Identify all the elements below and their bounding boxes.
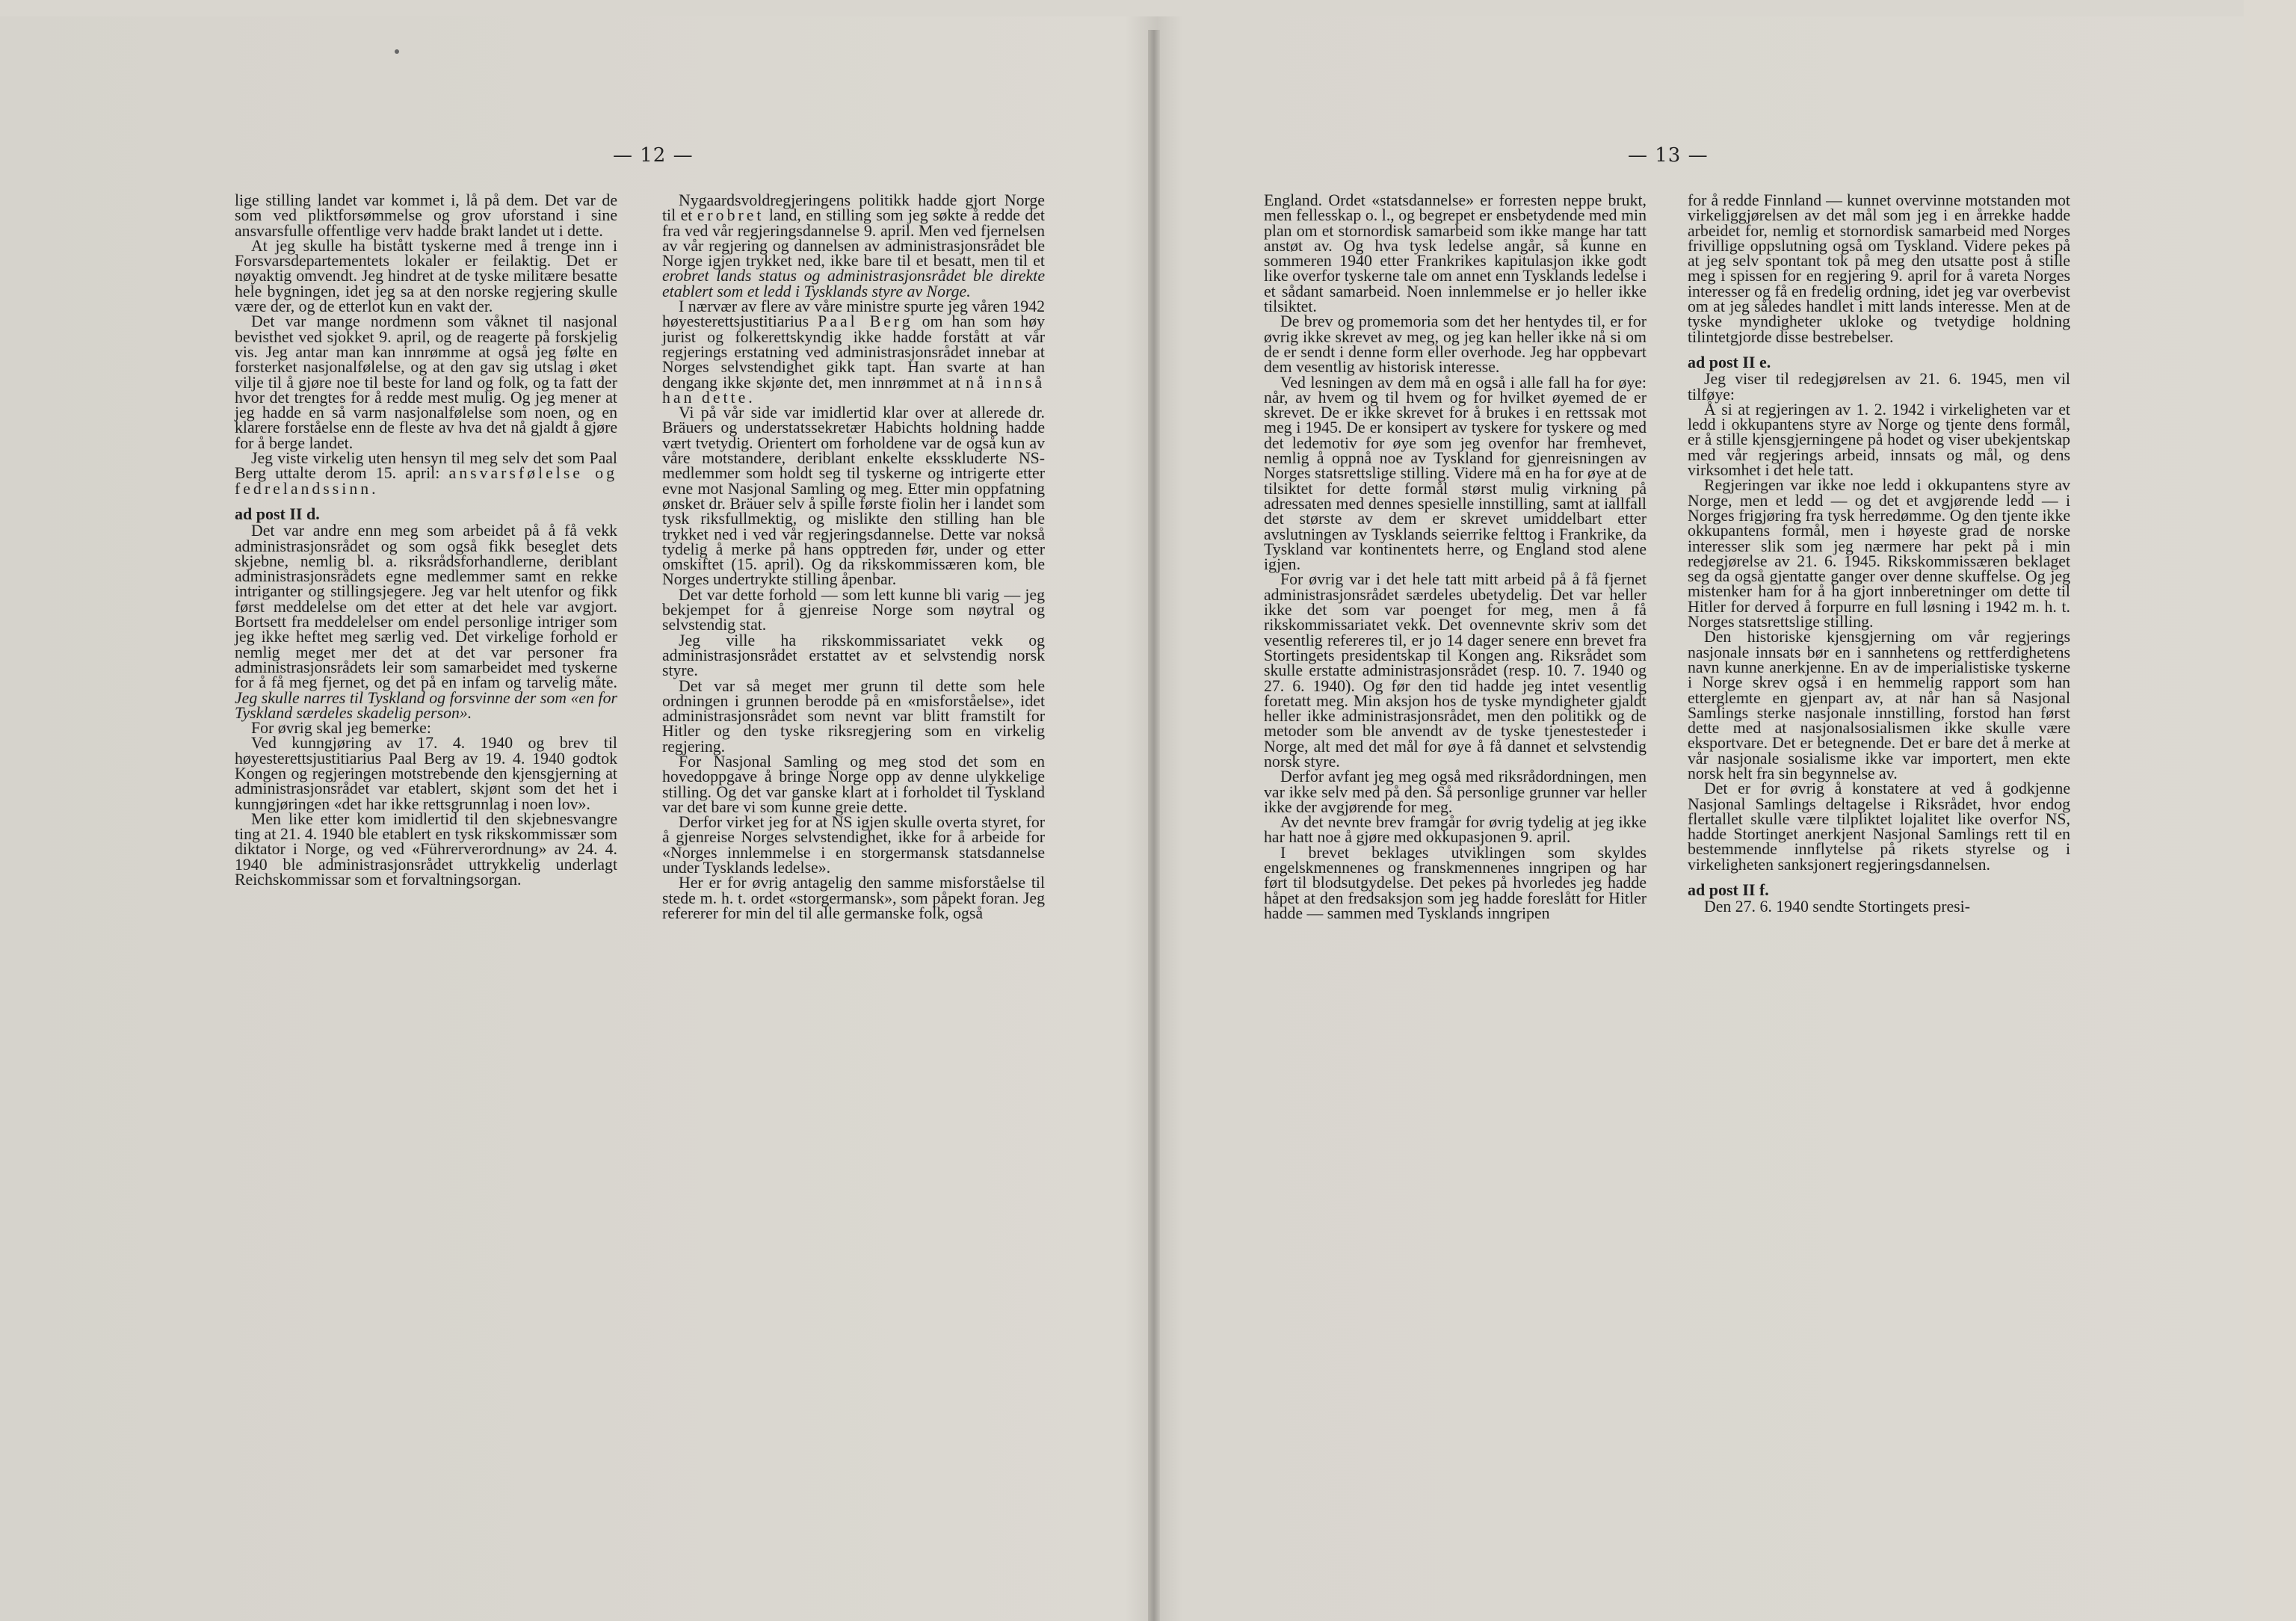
paragraph <box>1688 402 2070 478</box>
column-2 <box>662 193 1045 921</box>
page-number-right: — 13 — <box>1628 144 1709 167</box>
paragraph <box>235 735 617 811</box>
paragraph-text: Jeg viste virkelig uten hensyn til meg selv det som Paal Berg uttalte derom 15. april: <box>235 449 617 483</box>
section-heading: ad post II e. <box>1688 352 1771 371</box>
paragraph-text: I brevet beklages utviklingen som skyldes engelskmennenes og franskmennenes inngripen og har ført til blodsutgydelse. Det pekes på hvorledes jeg hadde håpet at den fredsaksjon som jeg hadde foreslått for Hitler hadde — sammen med Tysklands inngripen <box>1264 843 1647 922</box>
spaced-emphasis: nå innså han dette. <box>662 373 1045 407</box>
paragraph-text: For øvrig var i det hele tatt mitt arbeid på å få fjernet administrasjonsrådet særdeles ubetydelig. Det var heller ikke det som var poenget for meg, men å få rikskommissariatet vekk. Det ovennevnte skriv som det vesentlig refereres til, er jo 14 dager senere enn brevet fra Stortingets presidentskap til Kongen ang. Riksrådet som skulle erstatte administrasjonsrådet (resp. 10. 7. 1940 og 27. 6. 1940). Og før den tid hadde jeg intet vesentlig foretatt meg. Min aksjon hos de tyske myndigheter gjaldt heller ikke administrasjonsrådet, men den politikk og de metoder som ble anvendt av de tyske tjenestesteder i Norge, alt med det mål for øye å få dannet et selvstendig norsk styre. <box>1264 570 1647 771</box>
page-top-edge <box>0 0 2296 16</box>
section-heading: ad post II f. <box>1688 880 1769 900</box>
paragraph-text: Det er for øvrig å konstatere at ved å godkjenne Nasjonal Samlings deltagelse i Riksrådet, hvor endog flertallet skulle være tilpliktet lojalitet like overfor NS, hadde Stortinget anerkjent Nasjonal Samlings rett til en bestemmende innflytelse på rikets styrelse og i virkeligheten sanksjonert regjeringsdannelsen. <box>1688 779 2070 874</box>
paragraph-text: Ved kunngjøring av 17. 4. 1940 og brev til høyesterettsjustitiarius Paal Berg av 19. 4. 1940 godtok Kongen og regjeringen motstrebende den kjensgjerning at administrasjonsrådet var etablert, skjønt som det het i kunngjøringen «det har ikke rettsgrunnlag i noen lov». <box>235 734 617 813</box>
paragraph-text: Vi på vår side var imidlertid klar over at allerede dr. Bräuers og understatssekretær Habichts holdning hadde vært tvetydig. Orientert om forholdene var de også kun av våre motstandere, deriblant enkelte eksskluderte NS-medlemmer som holdt seg til tyskerne og intrigerte etter evne mot Nasjonal Samling og meg. Etter min oppfatning ønsket dr. Bräuer selv å spille første fiolin her i landet som tysk riksfullmektig, og mislikte den stilling han ble trykket ned i ved vår regjeringsdannelse. Dette var nokså tydelig å merke på hans opptreden før, under og etter omskiftet (15. april). Og da rikskommissæren kom, ble Norges undertrykte stilling åpenbar. <box>662 404 1045 589</box>
paragraph-text: Det var andre enn meg som arbeidet på å få vekk administrasjonsrådet og som også fikk beseglet dets skjebne, nemlig bl. a. riksrådsforhandlerne, deriblant administrasjonsrådets egne medlemmer samt en rekke intriganter og stillingsjegere. Jeg var helt utenfor og fikk først meddelelse om det etter at det hele var avgjort. Bortsett fra meddelelser om endel personlige intriger som jeg ikke heftet meg særlig ved. Det virkelige forhold er nemlig meget mer det at det var personer fra administrasjonsrådets leir som samarbeidet med tyskerne for å få meg fjernet, og det på en infam og tarvelig måte. <box>235 522 617 692</box>
column-4 <box>1688 193 2070 915</box>
paragraph <box>1688 193 2070 345</box>
paragraph <box>662 875 1045 921</box>
paragraph <box>662 754 1045 815</box>
paragraph <box>1264 769 1647 815</box>
paragraph-text: lige stilling landet var kommet i, lå på dem. Det var de som ved pliktforsømmelse og grov uforstand i sine ansvarsfulle offentlige verv hadde brakt landet ut i dette. <box>235 191 617 240</box>
spaced-emphasis: ansvarsfølelse og fedrelandssinn. <box>235 464 618 498</box>
spaced-emphasis: Paal Berg <box>818 312 913 331</box>
paragraph <box>235 314 617 451</box>
italic-emphasis: Jeg skulle narres til Tyskland og forsvinne der som «en for Tyskland særdeles skadelig person». <box>235 688 617 722</box>
paragraph <box>235 451 617 496</box>
paragraph <box>662 815 1045 875</box>
paragraph-text: for å redde Finnland — kunnet overvinne motstanden mot virkeliggjørelsen av det mål som jeg i en årrekke hadde arbeidet for, nemlig et stornordisk samarbeid med Norges frivillige oppslutning også om Tyskland. Videre pekes på at jeg selv spontant tok på meg den utsatte post å stille meg i spissen for en regjering 9. april for å vareta Norges interesser og få en fredelig ordning, idet jeg var overbevist om at jeg således handlet i mitt lands interesse. Men at de tyske myndigheter ukloke og tvetydige holdning tilintetgjorde disse bestrebelser. <box>1688 191 2070 346</box>
paragraph <box>662 633 1045 679</box>
book-gutter <box>1148 30 1160 1621</box>
paragraph <box>1264 375 1647 572</box>
paragraph-text: Men like etter kom imidlertid til den skjebnesvangre ting at 21. 4. 1940 ble etablert en tysk rikskommissær som diktator i Norge, og ved «Führerverordnung» av 24. 4. 1940 ble administrasjonsrådet uttrykkelig underlagt Reichskommissar som et forvaltningsorgan. <box>235 809 617 889</box>
paragraph-text: De brev og promemoria som det her hentydes til, er for øvrig ikke skrevet av meg, og jeg kan heller ikke nå si om de er sendt i denne form eller overhode. Jeg har oppbevart dem vesentlig av historisk interesse. <box>1264 312 1647 377</box>
paragraph <box>1264 572 1647 769</box>
paragraph-text: Den 27. 6. 1940 sendte Stortingets presi- <box>1704 898 1970 916</box>
paragraph-text: Å si at regjeringen av 1. 2. 1942 i virkeligheten var et ledd i okkupantens styre av Norge og tjente dens formål, er å stille kjensgjerningene på hodet og viser ubekjentskap med vår regjerings arbeid, innsats og mål, og dens virksomhet i det hele tatt. <box>1688 400 2070 480</box>
column-3 <box>1264 193 1647 921</box>
paragraph-text: om han som høy jurist og folkerettskyndig ikke hadde forstått at vår regjerings erstatning ved administrasjonsrådet innebar at Norges selvstendighet gikk tapt. Han svarte at han dengang ikke skjønte det, men innrømmet at <box>662 312 1046 392</box>
paragraph <box>1688 781 2070 872</box>
paragraph <box>662 299 1045 405</box>
section-heading: ad post II d. <box>235 504 320 523</box>
paragraph <box>235 193 617 238</box>
paragraph <box>1264 845 1647 921</box>
spaced-emphasis: erobret <box>697 206 765 225</box>
paragraph-text: Ved lesningen av dem må en også i alle fall ha for øye: når, av hvem og til hvem og for hvilket øyemed de er skrevet. De er ikke skrevet for å brukes i en rettssak mot meg i 1945. De er konsipert av tyskere for tyskere og med det ledemotiv for øye som jeg ovenfor har fremhevet, nemlig å oppnå noe av Tyskland for gjenreisningen av Norges statsrettslige stilling. Videre må en ha for øye at de tilsiktet for dette formål størst mulig virkning på adressaten med dennes spesielle innstilling, samt at iallfall det største av dem er skrevet umiddelbart etter avslutningen av Tysklands seierrike felttog i Frankrike, da Tyskland var kontinentets herre, og England stod alene igjen. <box>1264 373 1647 574</box>
paragraph <box>235 719 617 738</box>
paragraph-text: Av det nevnte brev framgår for øvrig tydelig at jeg ikke har hatt noe å gjøre med okkupasjonen 9. april. <box>1264 813 1647 847</box>
paragraph-text: For Nasjonal Samling og meg stod det som en hovedoppgave å bringe Norge opp av denne ulykkelige stilling. Og det var ganske klart at i forholdet til Tyskland var det bare vi som kunne greie dette. <box>662 752 1045 816</box>
paragraph <box>662 193 1045 299</box>
column-1 <box>235 193 617 887</box>
paragraph-text: Nygaardsvoldregjeringens politikk hadde gjort Norge til et <box>662 191 1045 225</box>
paragraph <box>235 809 617 889</box>
paragraph <box>1688 899 2070 914</box>
page-number-left: — 12 — <box>613 144 694 167</box>
paragraph <box>1264 193 1647 314</box>
paragraph <box>662 676 1045 756</box>
paragraph <box>1688 371 2070 402</box>
page-mark <box>395 49 399 54</box>
page-right-edge <box>2244 0 2296 1621</box>
paragraph <box>235 523 617 720</box>
paragraph-text: Her er for øvrig antagelig den samme misforståelse til stede m. h. t. ordet «storgermansk», som påpekt foran. Jeg refererer for min del til alle germanske folk, også <box>662 874 1045 922</box>
paragraph-text: Jeg ville ha rikskommissariatet vekk og administrasjonsrådet erstattet av et selvstendig norsk styre. <box>662 631 1045 680</box>
paragraph-text: land, en stilling som jeg søkte å redde det fra ved vår regjeringsdannelse 9. april. Men ved fjernelsen av vår regjering og dannelsen av administrasjonsrådet ble Norge igjen trykket ned, ikke bare til et besatt, men til et <box>662 206 1045 271</box>
italic-emphasis: erobret lands status og administrasjonsrådet ble direkte etablert som et ledd i Tysklands styre av Norge. <box>662 267 1045 300</box>
paragraph <box>1264 815 1647 845</box>
paragraph-text: England. Ordet «statsdannelse» er forresten neppe brukt, men fellesskap o. l., og begrepet er ensbetydende med min plan om et stornordisk samarbeid som ikke mange har tatt anstøt av. Og hva tysk ledelse angår, så kunne en sommeren 1940 etter Frankrikes kapitulasjon ikke godt like overfor tyskerne tale om annet enn Tysklands ledelse i et sådant samarbeid. Noen innlemmelse er jo heller ikke tilsiktet. <box>1264 191 1647 316</box>
paragraph-text: Derfor avfant jeg meg også med riksrådordningen, men var ikke selv med på den. Så personlige grunner var heller ikke der avgjørende for meg. <box>1264 768 1647 816</box>
paragraph <box>1688 476 2070 632</box>
paragraph <box>662 405 1045 587</box>
paragraph <box>235 238 617 314</box>
paragraph <box>662 587 1045 633</box>
paragraph-text: I nærvær av flere av våre ministre spurte jeg våren 1942 høyesterettsjustitiarius <box>662 297 1045 331</box>
paragraph-text: Den historiske kjensgjerning om vår regjerings nasjonale innsats bør en i sannhetens og rettferdighetens navn kunne anerkjenne. En av de imperialistiske tyskerne i Norge skrev også i en hemmelig rapport som han etterglemte en gjenpart av, at når han så Nasjonal Samlings sterke nasjonale innstilling, forstod han først dette med at nasjonalsosialismen ikke skulle være eksportvare. Det er betegnende. Det er bare det å merke at vår nasjonale sosialisme ikke var importert, men ekte norsk helt fra sin begynnelse av. <box>1688 628 2070 782</box>
paragraph-text: At jeg skulle ha bistått tyskerne med å trenge inn i Forsvarsdepartementets lokaler er feilaktig. Det er nøyaktig omvendt. Jeg hindret at de tyske militære besatte hele bygningen, idet jeg sa at den norske regjering skulle være der, og de etterlot kun en vakt der. <box>235 236 617 316</box>
paragraph <box>1688 629 2070 781</box>
paragraph-text: Det var så meget mer grunn til dette som hele ordningen i grunnen berodde på en «misforståelse», idet administrasjonsrådet som nevnt var blitt framstilt for Hitler og den tyske riksregjering som en virkelig regjering. <box>662 676 1045 756</box>
paragraph-text: Det var dette forhold — som lett kunne bli varig — jeg bekjempet for å gjenreise Norge som nøytral og selvstendig stat. <box>662 585 1045 634</box>
paragraph-text: Derfor virket jeg for at NS igjen skulle overta styret, for å gjenreise Norges selvstendighet, ikke for å arbeide for «Norges innlemmelse i en storgermansk statsdannelse under Tysklands ledelse». <box>662 813 1045 877</box>
paragraph <box>1264 312 1647 377</box>
paragraph-text: Regjeringen var ikke noe ledd i okkupantens styre av Norge, men et ledd — og det et avgjørende ledd — i Norges frigjøring fra tysk herredømme. Og den tjente ikke okkupantens formål, men i høyeste grad de norske interesser slik som jeg nærmere har pekt på i min redegjørelse av 21. 6. 1945. Rikskommissæren beklaget seg da også gjentatte ganger over denne skuffelse. Og jeg mistenker ham for å ha gjort innberetninger om dette til Hitler for derved å forpurre en full løsning i 1942 m. h. t. Norges statsrettslige stilling. <box>1688 476 2070 632</box>
paragraph-text: For øvrig skal jeg bemerke: <box>251 719 431 738</box>
paragraph-text: Jeg viser til redegjørelsen av 21. 6. 1945, men vil tilføye: <box>1688 370 2070 404</box>
paragraph-text: Det var mange nordmenn som våknet til nasjonal bevisthet ved sjokket 9. april, og de reagerte på forskjelig vis. Jeg antar man kan innrømme at også jeg følte en forsterket nasjonalfølelse, og at den gav sig utslag i øket vilje til å gjøre noe til beste for land og folk, og ta fatt der hvor det trengtes for å redde mest mulig. Og jeg mener at jeg hadde en så varm nasjonalfølelse som noen, og en klarere forståelse enn de fleste av hva det nå gjaldt å gjøre for å berge landet. <box>235 312 617 452</box>
